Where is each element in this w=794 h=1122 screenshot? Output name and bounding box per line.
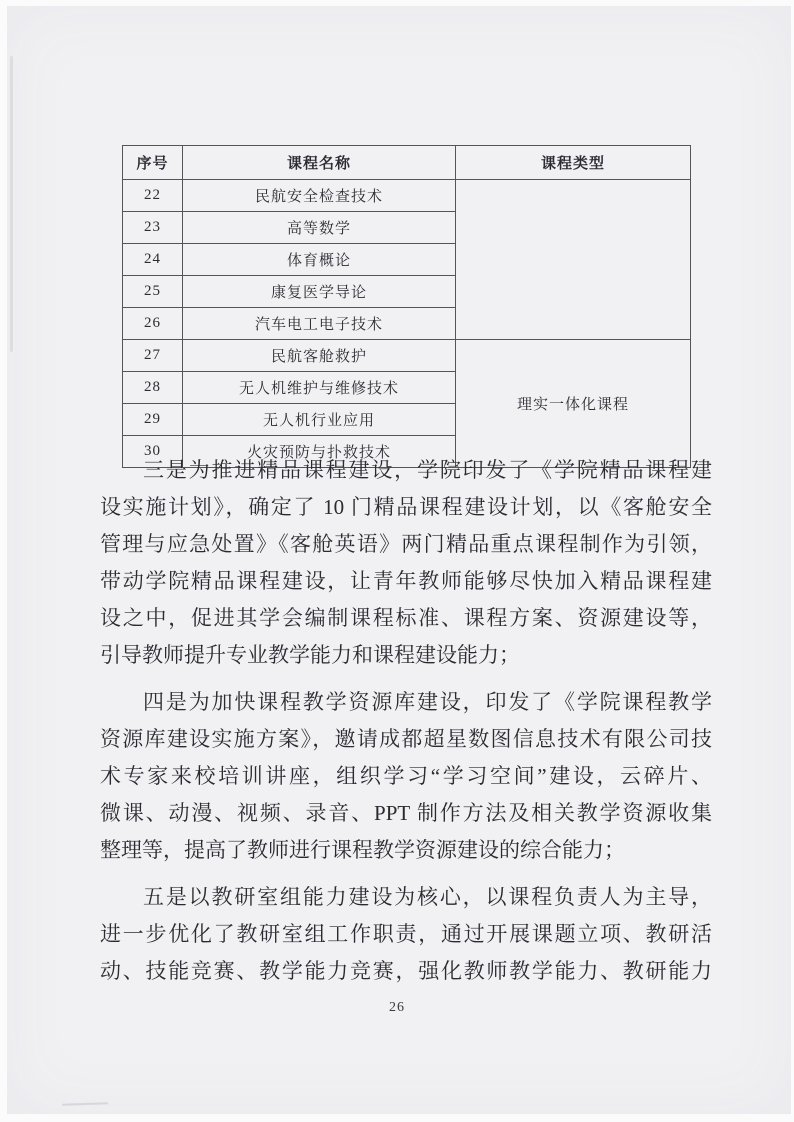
text-line: 微课、动漫、视频、录音、PPT 制作方法及相关教学资源收集 (100, 801, 712, 825)
course-no: 28 (123, 372, 183, 404)
text-line: 带动学院精品课程建设，让青年教师能够尽快加入精品课程建 (100, 569, 712, 593)
course-no: 24 (123, 244, 183, 276)
text-line: 三是为推进精品课程建设，学院印发了《学院精品课程建 (143, 458, 712, 482)
course-name: 体育概论 (183, 244, 456, 276)
course-name: 无人机维护与维修技术 (183, 372, 456, 404)
course-name: 无人机行业应用 (183, 404, 456, 436)
course-table (122, 145, 691, 468)
text-line: 整理等，提高了教师进行课程教学资源建设的综合能力； (100, 838, 625, 862)
course-no: 22 (123, 180, 183, 212)
text-line: 动、技能竞赛、教学能力竞赛，强化教师教学能力、教研能力 (100, 959, 712, 983)
col-header-type: 课程类型 (456, 146, 691, 180)
course-name: 火灾预防与扑救技术 (183, 436, 456, 468)
course-no: 23 (123, 212, 183, 244)
text-line: 管理与应急处置》《客舱英语》两门精品重点课程制作为引领， (100, 532, 712, 556)
course-no: 29 (123, 404, 183, 436)
course-name: 高等数学 (183, 212, 456, 244)
course-name: 汽车电工电子技术 (183, 308, 456, 340)
course-no: 30 (123, 436, 183, 468)
course-name: 民航客舱救护 (183, 340, 456, 372)
paragraph-1 (100, 452, 712, 674)
paragraph-2 (100, 684, 712, 869)
body-text (100, 452, 712, 1000)
text-line: 术专家来校培训讲座，组织学习“学习空间”建设，云碎片、 (100, 764, 712, 788)
text-line: 四是为加快课程教学资源库建设，印发了《学院课程教学 (143, 690, 712, 714)
course-no: 25 (123, 276, 183, 308)
course-name: 康复医学导论 (183, 276, 456, 308)
text-line: 五是以教研室组能力建设为核心，以课程负责人为主导， (143, 885, 712, 909)
table-row (123, 340, 691, 372)
paragraph-3 (100, 879, 712, 990)
col-header-no: 序号 (123, 146, 183, 180)
text-line: 资源库建设实施方案》，邀请成都超星数图信息技术有限公司技 (100, 727, 712, 751)
course-no: 27 (123, 340, 183, 372)
text-line: 进一步优化了教研室组工作职责，通过开展课题立项、教研活 (100, 922, 712, 946)
page-number: 26 (389, 1000, 405, 1015)
text-line: 设之中，促进其学会编制课程标准、课程方案、资源建设等， (100, 606, 712, 630)
col-header-name: 课程名称 (183, 146, 456, 180)
course-type-group: 理实一体化课程 (456, 340, 691, 468)
text-line: 引导教师提升专业教学能力和课程建设能力； (100, 643, 520, 667)
text-line: 设实施计划》，确定了 10 门精品课程建设计划，以《客舱安全 (100, 495, 712, 519)
scan-artifact-left-streak (10, 56, 13, 352)
course-no: 26 (123, 308, 183, 340)
table-header-row (123, 146, 691, 180)
table-row (123, 180, 691, 212)
course-name: 民航安全检查技术 (183, 180, 456, 212)
course-type-group-empty (456, 180, 691, 340)
